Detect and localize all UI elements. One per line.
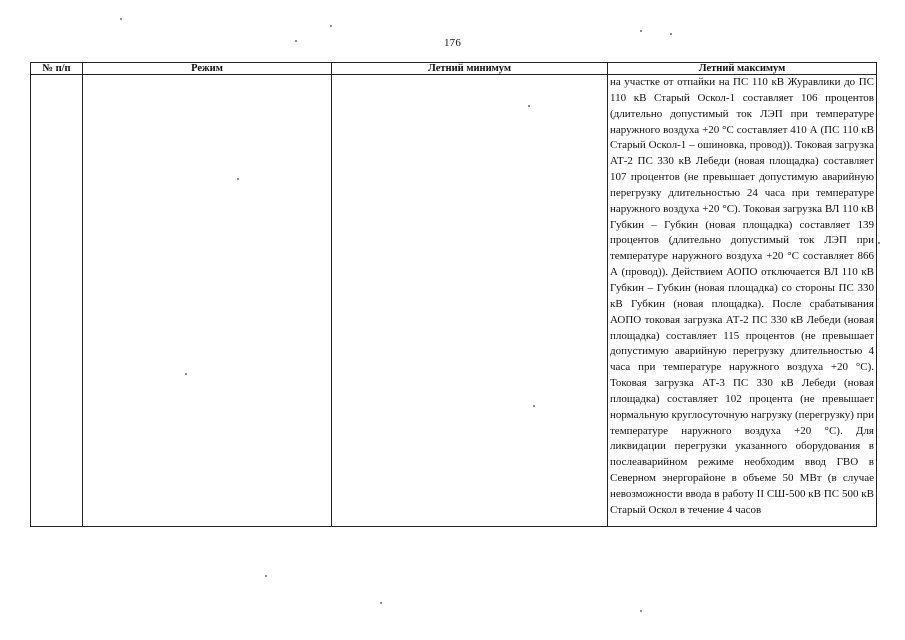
scan-speck bbox=[380, 602, 382, 604]
summer-maximum-text: на участке от отпайки на ПС 110 кВ Журавлики до ПС 110 кВ Старый Оскол-1 составляет 106 процентов (длительно допустимый ток ЛЭП при температуре наружного воздуха +20 °С составляет 410 А (ПС 110 кВ Старый Оскол-1 – ошиновка, провод)). Токовая загрузка АТ-2 ПС 330 кВ Лебеди (новая площадка) составляет 107 процентов (не превышает допустимую аварийную перегрузку длительностью 24 часа при температуре наружного воздуха +20 °С). Токовая загрузка ВЛ 110 кВ Губкин – Губкин (новая площадка) составляет 139 процентов (длительно допустимый ток ЛЭП при температуре наружного воздуха +20 °С составляет 866 А (провод)). Действием АОПО отключается ВЛ 110 кВ Губкин – Губкин (новая площадка) со стороны ПС 330 кВ Губкин (новая площадка). После срабатывания АОПО токовая загрузка АТ-2 ПС 330 кВ Лебеди (новая площадка) составляет 115 процентов (не превышает допустимую аварийную перегрузку длительностью 4 часа при температуре наружного воздуха +20 °С). Токовая загрузка АТ-3 ПС 330 кВ Лебеди (новая площадка) составляет 102 процента (не превышает нормальную круглосуточную нагрузку (перегрузку) при температуре наружного воздуха +20 °С). Для ликвидации перегрузки указанного оборудования в послеаварийном режиме необходим ввод ГВО в Северном энергорайоне в объеме 50 МВт (в случае невозможности ввода в работу II СШ-500 кВ ПС 500 кВ Старый Оскол в течение 4 часов bbox=[610, 76, 874, 516]
table-row bbox=[31, 75, 877, 527]
scan-speck bbox=[533, 405, 535, 407]
cell-summer-maximum bbox=[608, 75, 877, 527]
header-number: № п/п bbox=[31, 63, 83, 75]
scan-speck bbox=[878, 242, 880, 244]
scan-speck bbox=[265, 575, 267, 577]
cell-summer-minimum bbox=[332, 75, 608, 527]
scan-speck bbox=[330, 25, 332, 27]
cell-number bbox=[31, 75, 83, 527]
regime-table bbox=[30, 62, 877, 527]
scan-speck bbox=[528, 105, 530, 107]
table-header-row bbox=[31, 63, 877, 75]
scan-speck bbox=[670, 33, 672, 35]
header-summer-maximum: Летний максимум bbox=[608, 63, 877, 75]
scan-speck bbox=[237, 178, 239, 180]
header-summer-minimum: Летний минимум bbox=[332, 63, 608, 75]
header-mode: Режим bbox=[83, 63, 332, 75]
scan-speck bbox=[295, 40, 297, 42]
scan-speck bbox=[185, 373, 187, 375]
page-number: 176 bbox=[443, 37, 462, 49]
scan-speck bbox=[640, 610, 642, 612]
scan-speck bbox=[640, 30, 642, 32]
cell-mode bbox=[83, 75, 332, 527]
scan-speck bbox=[120, 18, 122, 20]
